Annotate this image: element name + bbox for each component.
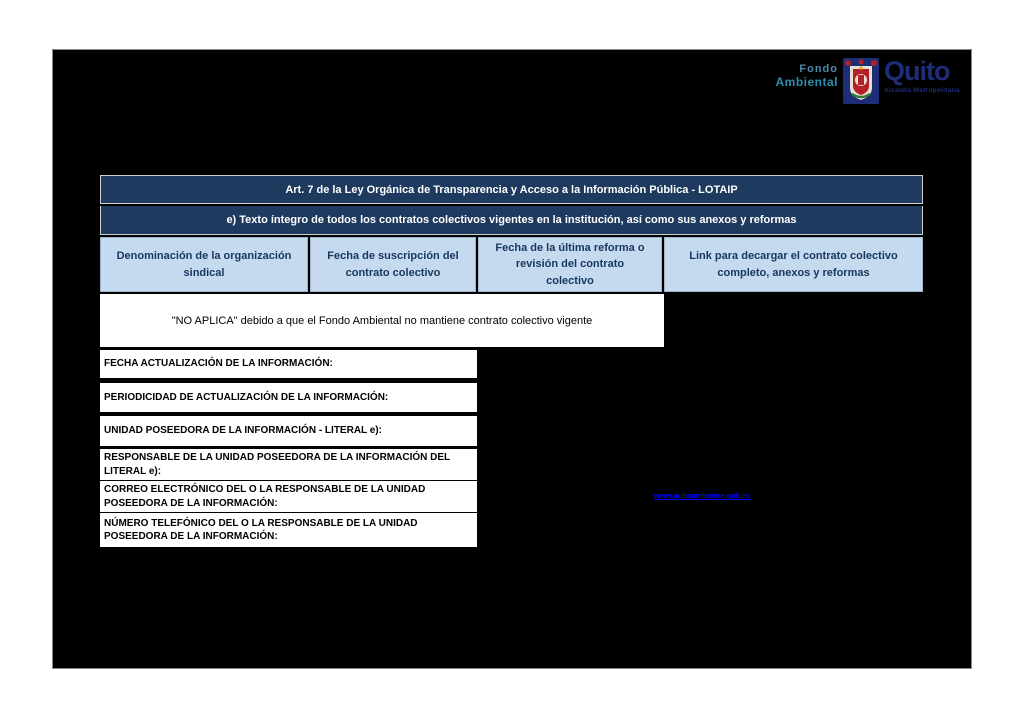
footer-row-numero-telefonico: NÚMERO TELEFÓNICO DEL O LA RESPONSABLE DE LA UNIDAD POSEEDORA DE LA INFORMACIÓN: bbox=[100, 513, 477, 547]
fondo-ambiental-logo bbox=[758, 64, 838, 88]
column-header-organizacion-sindical: Denominación de la organización sindical bbox=[100, 237, 308, 292]
quito-logo bbox=[843, 58, 960, 104]
quito-wordmark: Quito bbox=[884, 56, 950, 86]
quito-logo-subtitle: Alcaldía Metropolitana bbox=[884, 87, 960, 94]
quito-logo-text bbox=[884, 58, 960, 94]
column-header-fecha-reforma: Fecha de la última reforma o revisión del contrato colectivo bbox=[478, 237, 662, 292]
footer-row-fecha-actualizacion: FECHA ACTUALIZACIÓN DE LA INFORMACIÓN: bbox=[100, 350, 477, 378]
responsable-email-link[interactable]: www.quitoambiente.gob.ec bbox=[654, 491, 751, 500]
footer-row-unidad-poseedora: UNIDAD POSEEDORA DE LA INFORMACIÓN - LITERAL e): bbox=[100, 416, 477, 446]
no-aplica-cell: "NO APLICA" debido a que el Fondo Ambiental no mantiene contrato colectivo vigente bbox=[100, 294, 664, 347]
quito-coat-of-arms-icon bbox=[843, 58, 879, 104]
section-e-subtitle-bar: e) Texto íntegro de todos los contratos colectivos vigentes en la institución, así como sus anexos y reformas bbox=[100, 206, 923, 235]
footer-row-correo-electronico: CORREO ELECTRÓNICO DEL O LA RESPONSABLE DE LA UNIDAD POSEEDORA DE LA INFORMACIÓN: bbox=[100, 481, 477, 512]
lotaip-title-bar: Art. 7 de la Ley Orgánica de Transparencia y Acceso a la Información Pública - LOTAIP bbox=[100, 175, 923, 204]
column-header-fecha-suscripcion: Fecha de suscripción del contrato colectivo bbox=[310, 237, 476, 292]
document-canvas bbox=[52, 49, 972, 669]
column-header-link-descarga: Link para decargar el contrato colectivo completo, anexos y reformas bbox=[664, 237, 923, 292]
fondo-ambiental-logo-line1: Fondo bbox=[799, 63, 838, 75]
fondo-ambiental-logo-line2: Ambiental bbox=[775, 74, 838, 89]
footer-row-periodicidad: PERIODICIDAD DE ACTUALIZACIÓN DE LA INFORMACIÓN: bbox=[100, 383, 477, 412]
footer-row-responsable-unidad: RESPONSABLE DE LA UNIDAD POSEEDORA DE LA INFORMACIÓN DEL LITERAL e): bbox=[100, 449, 477, 480]
